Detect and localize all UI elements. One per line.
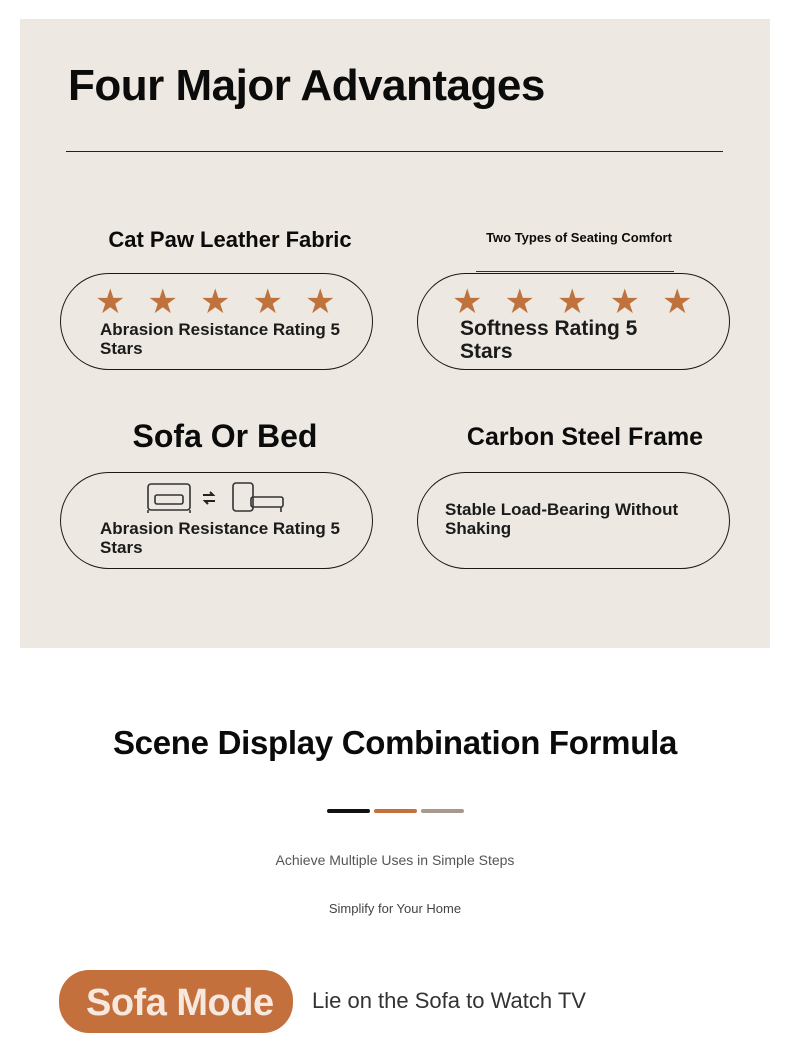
sofa-bed-text: Abrasion Resistance Rating 5 Stars (100, 519, 340, 557)
star-icon: ★ (304, 283, 336, 321)
feature-title-seating: Two Types of Seating Comfort (486, 230, 672, 245)
fabric-rating-text: Abrasion Resistance Rating 5 Stars (100, 320, 340, 358)
softness-rating-text: Softness Rating 5 Stars (460, 317, 638, 364)
accent-bar-black (327, 809, 370, 813)
star-rating (452, 285, 692, 319)
sofa-mode-label: Sofa Mode (86, 982, 274, 1024)
advantages-title: Four Major Advantages (68, 61, 545, 110)
star-icon: ★ (95, 283, 126, 321)
frame-text: Stable Load-Bearing Without Shaking (445, 500, 679, 538)
feature-title-sofa-bed: Sofa Or Bed (132, 418, 318, 454)
star-icon: ★ (452, 283, 483, 321)
feature-card-fabric (60, 273, 373, 370)
star-icon: ★ (556, 283, 588, 321)
seating-title-underline (476, 271, 674, 272)
accent-bars (327, 809, 464, 813)
scene-subtitle: Achieve Multiple Uses in Simple Steps (275, 852, 515, 868)
star-icon: ★ (504, 283, 535, 321)
feature-title-frame: Carbon Steel Frame (466, 423, 704, 451)
feature-card-sofa-bed (60, 472, 373, 569)
feature-card-frame (417, 472, 730, 569)
star-icon: ★ (199, 283, 231, 321)
star-icon: ★ (609, 283, 640, 321)
star-icon: ★ (147, 283, 178, 321)
feature-card-seating (417, 273, 730, 370)
sofa-icon (148, 484, 190, 513)
star-icon: ★ (661, 283, 693, 321)
feature-title-fabric: Cat Paw Leather Fabric (108, 227, 352, 252)
scene-title: Scene Display Combination Formula (112, 724, 678, 761)
sofa-mode-button[interactable] (59, 970, 293, 1033)
accent-bar-gray (421, 809, 464, 813)
accent-bar-orange (374, 809, 417, 813)
star-icon: ★ (252, 283, 283, 321)
swap-icon (203, 492, 215, 504)
sofa-bed-icons (145, 481, 287, 515)
bed-icon (233, 483, 283, 512)
star-rating (95, 285, 335, 319)
advantages-panel (20, 19, 770, 648)
sofa-mode-description: Lie on the Sofa to Watch TV (312, 988, 586, 1013)
title-divider (66, 151, 723, 152)
scene-subtitle-2: Simplify for Your Home (328, 901, 462, 916)
